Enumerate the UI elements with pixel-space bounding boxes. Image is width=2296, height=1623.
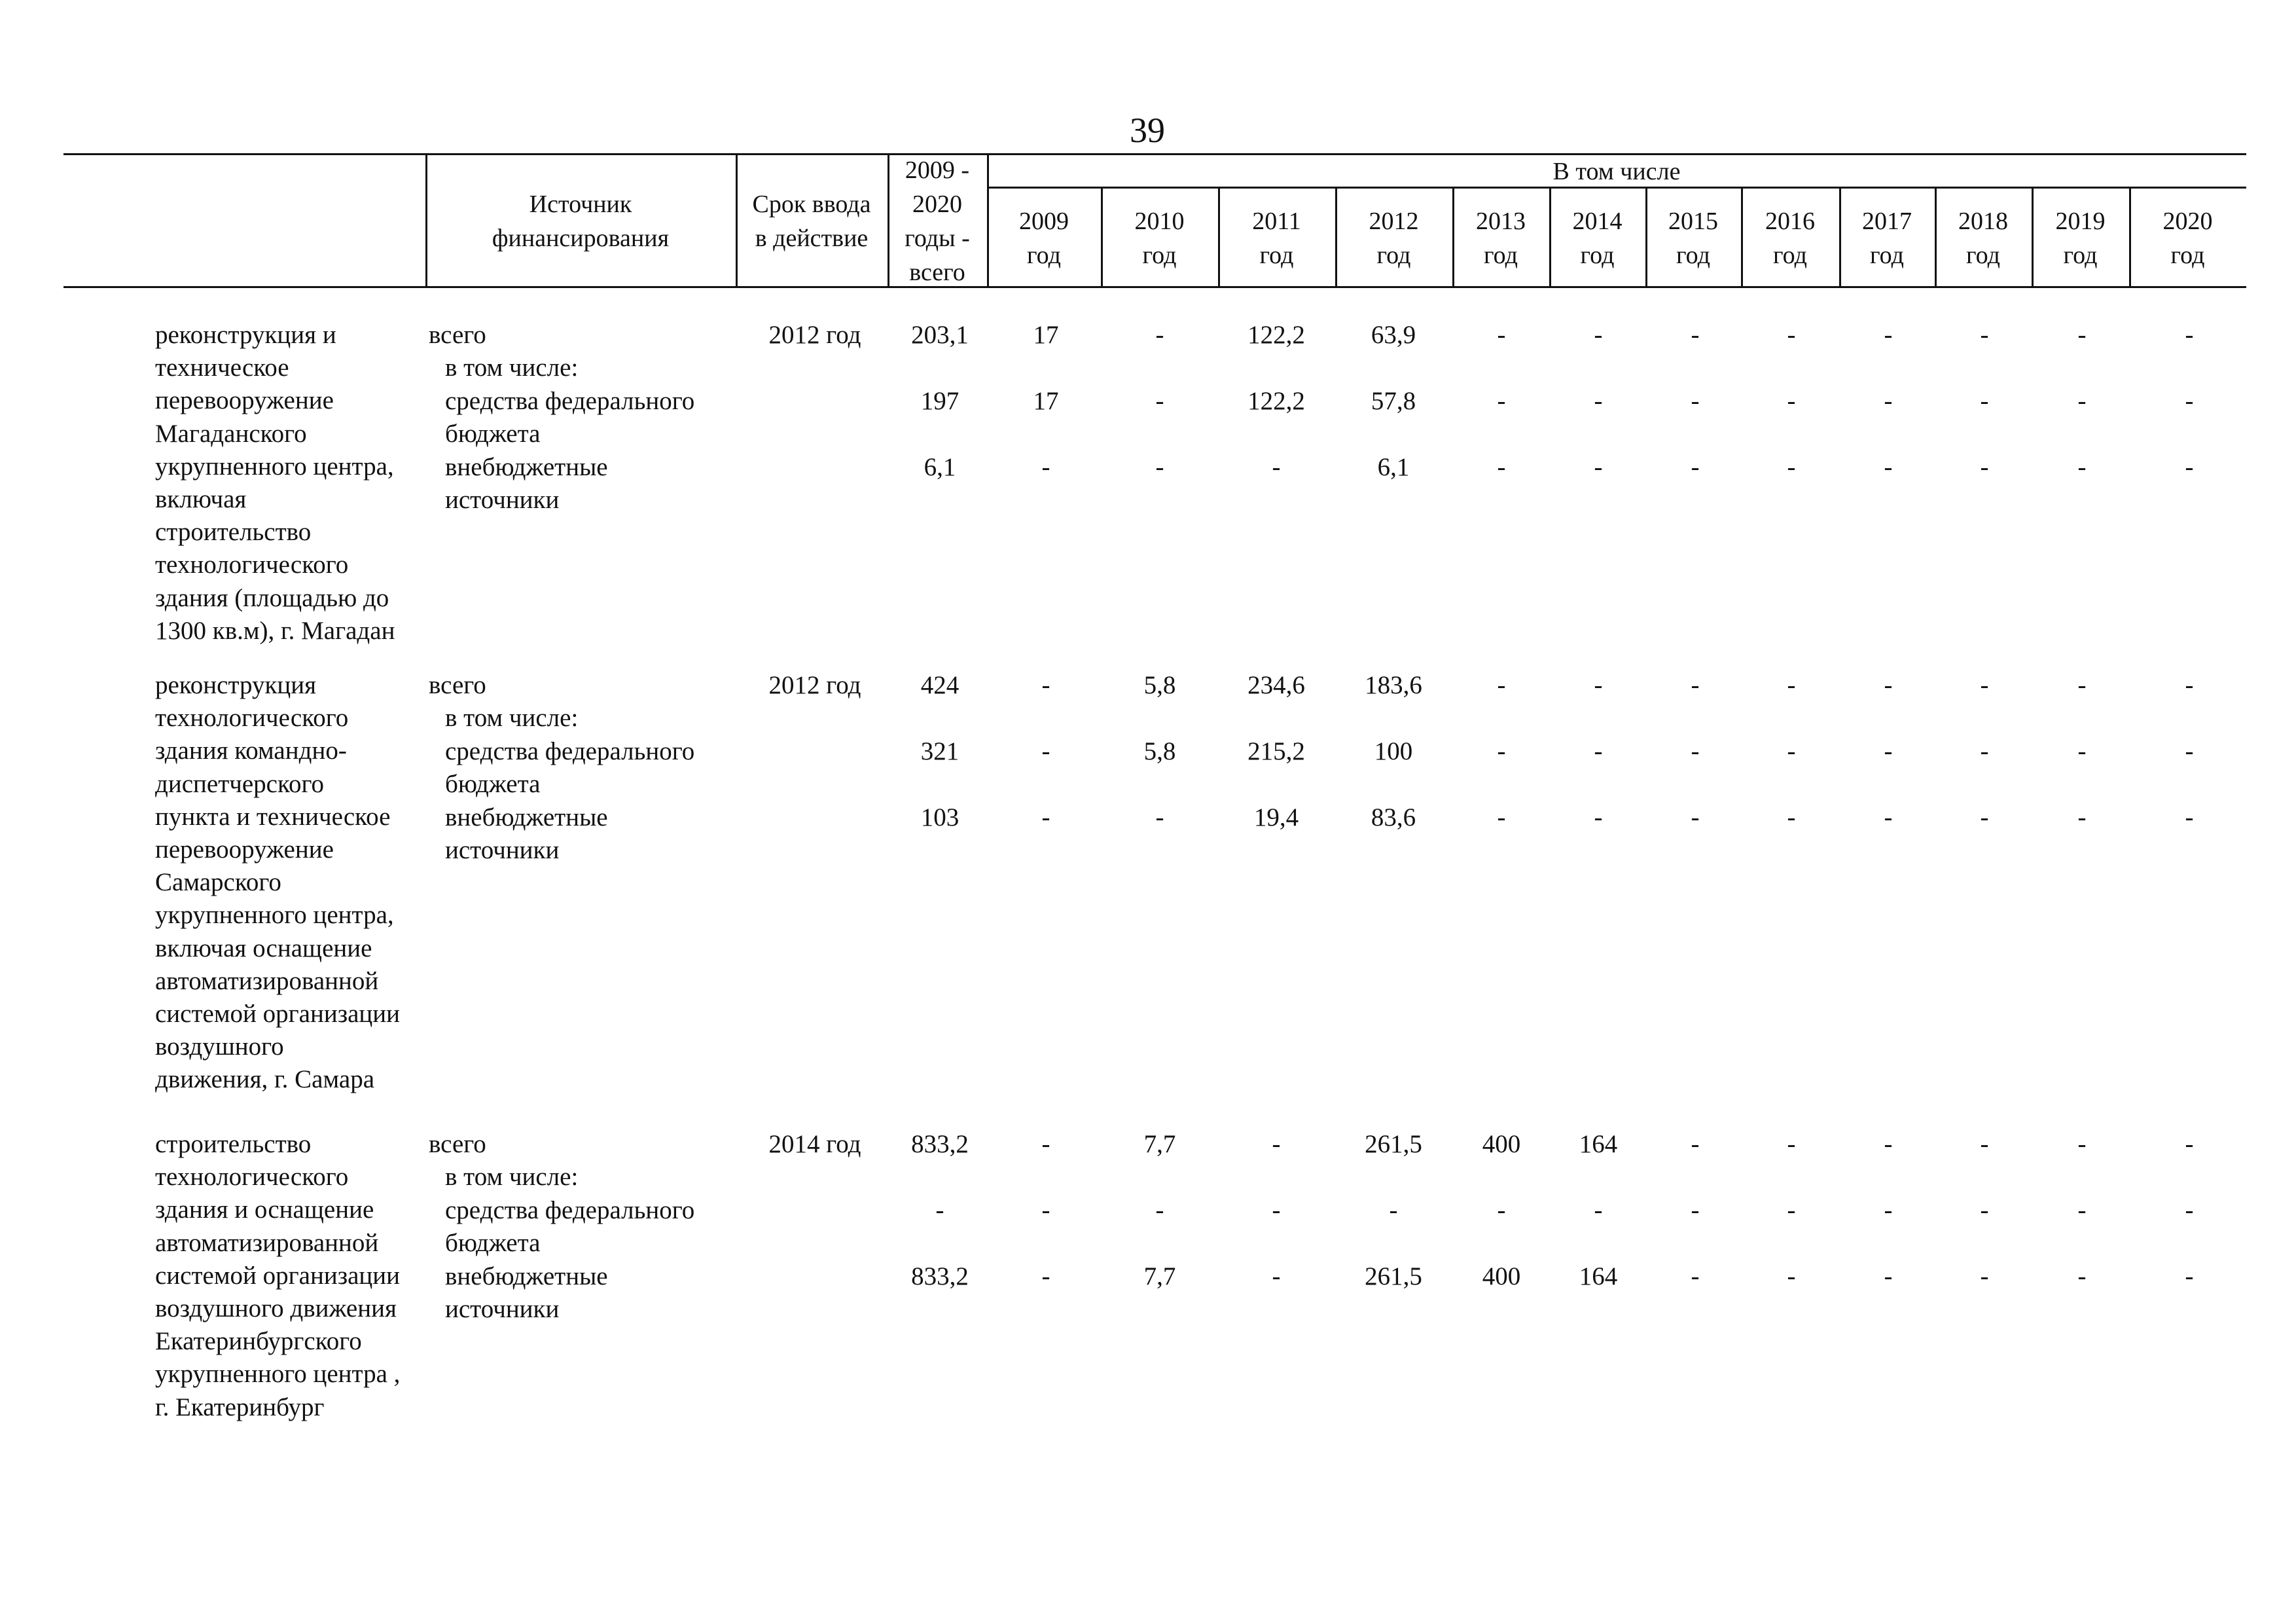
source-label (445, 451, 608, 517)
description-line: перевооружение (155, 835, 334, 864)
year-value-2015: - (1691, 387, 1700, 415)
year-value-2020: - (2185, 671, 2194, 699)
year-value-2019: - (2077, 453, 2087, 481)
year-value-2012: 261,5 (1365, 1130, 1422, 1158)
source-label (429, 1128, 486, 1161)
header-year-2020 (2129, 204, 2246, 272)
header-year-2018-line: 2018 (1958, 208, 2008, 235)
source-label-line: всего (429, 321, 486, 349)
year-value-2009: - (1041, 737, 1050, 765)
year-value-2020: - (2185, 1130, 2194, 1158)
year-value-2009: 17 (1033, 321, 1059, 349)
header-year-2016-line: год (1773, 242, 1807, 269)
year-value-2012: 100 (1374, 737, 1413, 765)
total-value: 321 (920, 737, 960, 765)
description-line: 1300 кв.м), г. Магадан (155, 616, 395, 645)
year-value-2015: - (1691, 737, 1700, 765)
row-term: 2012 год (768, 671, 861, 699)
row-description (155, 1128, 400, 1424)
total-value: 103 (920, 803, 960, 831)
description-line: включая оснащение (155, 934, 372, 962)
source-label-line: внебюджетные (445, 803, 608, 831)
description-line: укрупненного центра, (155, 452, 394, 481)
year-value-2011: - (1272, 1130, 1281, 1158)
year-value-2012: 83,6 (1371, 803, 1416, 831)
source-label (445, 1260, 608, 1326)
year-value-2020: - (2185, 321, 2194, 349)
year-value-2009: - (1041, 1262, 1050, 1290)
row-term: 2014 год (768, 1130, 861, 1158)
year-value-2017: - (1884, 803, 1893, 831)
header-year-2019-line: 2019 (2055, 208, 2106, 235)
year-value-2020: - (2185, 387, 2194, 415)
year-value-2020: - (2185, 737, 2194, 765)
year-value-2019: - (2077, 387, 2087, 415)
description-line: пункта и техническое (155, 802, 391, 831)
header-including: В том числе (1552, 158, 1681, 185)
header-year-2015-line: год (1676, 242, 1710, 269)
description-line: воздушного движения (155, 1294, 397, 1323)
year-value-2009: - (1041, 453, 1050, 481)
description-line: техническое (155, 354, 289, 382)
description-line: воздушного (155, 1032, 284, 1061)
year-value-2017: - (1884, 1196, 1893, 1224)
description-line: строительство (155, 518, 312, 547)
year-value-2012: 63,9 (1371, 321, 1416, 349)
source-label-line: источники (445, 836, 560, 864)
header-total-line: 2020 (912, 191, 962, 218)
year-value-2018: - (1980, 737, 1989, 765)
year-value-2010: 7,7 (1143, 1262, 1176, 1290)
description-line: укрупненного центра , (155, 1360, 401, 1389)
header-year-2011-line: год (1259, 242, 1294, 269)
description-line: здания командно- (155, 737, 347, 765)
year-value-2013: - (1497, 387, 1506, 415)
year-value-2016: - (1787, 1130, 1796, 1158)
year-value-2013: - (1497, 1196, 1506, 1224)
year-value-2009: - (1041, 803, 1050, 831)
year-value-2010: 5,8 (1143, 671, 1176, 699)
year-value-2017: - (1884, 737, 1893, 765)
year-value-2011: - (1272, 1196, 1281, 1224)
header-total-line: всего (909, 259, 965, 286)
description-line: движения, г. Самара (155, 1065, 375, 1094)
description-line: Магаданского (155, 419, 307, 448)
year-value-2010: - (1155, 803, 1164, 831)
header-year-2014-line: 2014 (1572, 208, 1623, 235)
row-term: 2012 год (768, 321, 861, 349)
header-year-2012 (1335, 204, 1452, 272)
header-term-line: Срок ввода (752, 191, 871, 218)
source-label-line: средства федерального (445, 737, 695, 765)
year-value-2017: - (1884, 671, 1893, 699)
source-label-line: всего (429, 1130, 486, 1158)
description-line: реконструкция (155, 671, 317, 699)
description-line: системой организации (155, 1261, 401, 1290)
description-line: Самарского (155, 868, 281, 897)
header-year-2017 (1839, 204, 1935, 272)
year-value-2018: - (1980, 453, 1989, 481)
year-value-2016: - (1787, 803, 1796, 831)
total-value: 424 (920, 671, 960, 699)
row-description (155, 669, 400, 1097)
year-value-2016: - (1787, 453, 1796, 481)
year-value-2014: 164 (1579, 1262, 1618, 1290)
year-value-2014: - (1594, 737, 1603, 765)
year-value-2014: - (1594, 321, 1603, 349)
year-value-2012: 57,8 (1371, 387, 1416, 415)
year-value-2020: - (2185, 1262, 2194, 1290)
year-value-2010: - (1155, 387, 1164, 415)
year-value-2014: 164 (1579, 1130, 1618, 1158)
year-value-2016: - (1787, 387, 1796, 415)
year-value-2011: - (1272, 1262, 1281, 1290)
year-value-2013: 400 (1482, 1130, 1521, 1158)
header-year-2010 (1101, 204, 1218, 272)
source-label-line: внебюджетные (445, 453, 608, 481)
year-value-2020: - (2185, 803, 2194, 831)
year-value-2011: - (1272, 453, 1281, 481)
description-line: реконструкция и (155, 321, 336, 349)
year-value-2015: - (1691, 671, 1700, 699)
source-label-line: внебюджетные (445, 1262, 608, 1290)
year-value-2016: - (1787, 1196, 1796, 1224)
total-value: 833,2 (911, 1130, 969, 1158)
year-value-2020: - (2185, 453, 2194, 481)
source-label-line: источники (445, 1295, 560, 1323)
year-value-2013: - (1497, 321, 1506, 349)
total-value: 6,1 (924, 453, 956, 481)
year-value-2011: 122,2 (1247, 321, 1305, 349)
source-label (445, 1194, 694, 1260)
header-year-2016-line: 2016 (1765, 208, 1815, 235)
year-value-2019: - (2077, 671, 2087, 699)
header-year-2010-line: год (1142, 242, 1177, 269)
header-year-2009 (987, 204, 1101, 272)
description-line: автоматизированной (155, 1228, 379, 1257)
year-value-2018: - (1980, 803, 1989, 831)
year-value-2019: - (2077, 737, 2087, 765)
year-value-2013: - (1497, 671, 1506, 699)
year-value-2013: 400 (1482, 1262, 1521, 1290)
year-value-2020: - (2185, 1196, 2194, 1224)
year-value-2011: 215,2 (1247, 737, 1305, 765)
description-line: включая (155, 485, 247, 514)
year-value-2018: - (1980, 1262, 1989, 1290)
year-value-2009: 17 (1033, 387, 1059, 415)
header-total-line: 2009 - (905, 156, 970, 184)
header-year-2013 (1452, 204, 1549, 272)
header-year-2010-line: 2010 (1134, 208, 1185, 235)
header-term (736, 187, 888, 255)
source-caption: в том числе: (445, 1163, 579, 1191)
year-value-2014: - (1594, 453, 1603, 481)
year-value-2014: - (1594, 671, 1603, 699)
header-year-2017-line: 2017 (1862, 208, 1912, 235)
year-value-2016: - (1787, 671, 1796, 699)
year-value-2009: - (1041, 1196, 1050, 1224)
total-value: 833,2 (911, 1262, 969, 1290)
header-year-2018-line: год (1966, 242, 2000, 269)
header-year-2014 (1549, 204, 1645, 272)
year-value-2014: - (1594, 387, 1603, 415)
year-value-2010: - (1155, 453, 1164, 481)
row-description (155, 319, 395, 647)
description-line: Екатеринбургского (155, 1327, 362, 1356)
header-year-2011 (1218, 204, 1335, 272)
description-line: автоматизированной (155, 966, 379, 995)
year-value-2015: - (1691, 1130, 1700, 1158)
year-value-2019: - (2077, 803, 2087, 831)
year-value-2015: - (1691, 1196, 1700, 1224)
source-label-line: источники (445, 486, 560, 514)
year-value-2017: - (1884, 387, 1893, 415)
year-value-2017: - (1884, 1262, 1893, 1290)
source-label-line: бюджета (445, 770, 541, 798)
year-value-2010: 7,7 (1143, 1130, 1176, 1158)
description-line: здания (площадью до (155, 583, 389, 612)
header-bottom-rule (63, 286, 2246, 288)
source-label-line: всего (429, 671, 486, 699)
header-year-2011-line: 2011 (1252, 208, 1301, 235)
year-value-2011: 122,2 (1247, 387, 1305, 415)
header-year-2017-line: год (1870, 242, 1904, 269)
year-value-2015: - (1691, 1262, 1700, 1290)
year-value-2010: - (1155, 321, 1164, 349)
header-year-2016 (1741, 204, 1839, 272)
year-value-2013: - (1497, 803, 1506, 831)
year-value-2012: 6,1 (1377, 453, 1410, 481)
year-value-2017: - (1884, 453, 1893, 481)
year-value-2017: - (1884, 1130, 1893, 1158)
header-year-2009-line: год (1027, 242, 1061, 269)
header-source-line: Источник (529, 191, 632, 218)
source-label (445, 735, 694, 801)
year-value-2018: - (1980, 1196, 1989, 1224)
header-year-2009-line: 2009 (1019, 208, 1069, 235)
description-line: строительство (155, 1130, 312, 1158)
total-value: 197 (920, 387, 960, 415)
year-value-2019: - (2077, 1262, 2087, 1290)
year-value-2013: - (1497, 737, 1506, 765)
header-year-2019 (2032, 204, 2129, 272)
year-value-2011: 234,6 (1247, 671, 1305, 699)
year-value-2015: - (1691, 453, 1700, 481)
total-value: 203,1 (911, 321, 969, 349)
year-value-2014: - (1594, 803, 1603, 831)
year-value-2012: - (1389, 1196, 1398, 1224)
header-year-2015 (1645, 204, 1741, 272)
description-line: технологического (155, 1163, 349, 1192)
description-line: технологического (155, 704, 349, 733)
source-label (429, 319, 486, 352)
year-value-2010: - (1155, 1196, 1164, 1224)
year-value-2018: - (1980, 321, 1989, 349)
source-label-line: средства федерального (445, 387, 695, 415)
year-value-2018: - (1980, 671, 1989, 699)
description-line: диспетчерского (155, 769, 324, 798)
year-value-2019: - (2077, 1196, 2087, 1224)
source-label-line: средства федерального (445, 1196, 695, 1224)
header-year-2015-line: 2015 (1668, 208, 1718, 235)
year-value-2009: - (1041, 671, 1050, 699)
header-year-2020-line: год (2170, 242, 2205, 269)
header-year-2013-line: год (1484, 242, 1518, 269)
header-total-line: годы - (905, 225, 970, 252)
year-value-2016: - (1787, 737, 1796, 765)
header-term-line: в действие (755, 225, 869, 252)
year-value-2014: - (1594, 1196, 1603, 1224)
year-value-2019: - (2077, 1130, 2087, 1158)
description-line: здания и оснащение (155, 1195, 374, 1224)
header-year-2012-line: год (1376, 242, 1411, 269)
header-year-2019-line: год (2063, 242, 2098, 269)
page-number: 39 (1130, 111, 1165, 150)
source-label (445, 801, 608, 867)
header-year-2020-line: 2020 (2162, 208, 2213, 235)
year-value-2013: - (1497, 453, 1506, 481)
year-value-2017: - (1884, 321, 1893, 349)
description-line: перевооружение (155, 386, 334, 415)
year-value-2018: - (1980, 387, 1989, 415)
year-value-2012: 261,5 (1365, 1262, 1422, 1290)
year-value-2016: - (1787, 321, 1796, 349)
source-label-line: бюджета (445, 1229, 541, 1257)
header-year-2012-line: 2012 (1369, 208, 1419, 235)
total-value: - (935, 1196, 944, 1224)
header-year-2014-line: год (1580, 242, 1615, 269)
year-value-2018: - (1980, 1130, 1989, 1158)
header-year-2018 (1935, 204, 2032, 272)
source-label (445, 385, 694, 450)
year-value-2016: - (1787, 1262, 1796, 1290)
source-label-line: бюджета (445, 420, 541, 448)
year-value-2012: 183,6 (1365, 671, 1422, 699)
source-label (429, 669, 486, 702)
source-caption: в том числе: (445, 704, 579, 732)
year-value-2010: 5,8 (1143, 737, 1176, 765)
source-caption: в том числе: (445, 354, 579, 382)
description-line: технологического (155, 551, 349, 579)
year-value-2009: - (1041, 1130, 1050, 1158)
header-year-2013-line: 2013 (1476, 208, 1526, 235)
description-line: системой организации (155, 1000, 401, 1029)
description-line: укрупненного центра, (155, 901, 394, 930)
year-value-2011: 19,4 (1253, 803, 1299, 831)
header-source-line: финансирования (492, 225, 670, 252)
header-source (425, 187, 736, 255)
header-total (888, 153, 987, 289)
year-value-2019: - (2077, 321, 2087, 349)
year-value-2015: - (1691, 803, 1700, 831)
description-line: г. Екатеринбург (155, 1393, 325, 1421)
year-value-2015: - (1691, 321, 1700, 349)
